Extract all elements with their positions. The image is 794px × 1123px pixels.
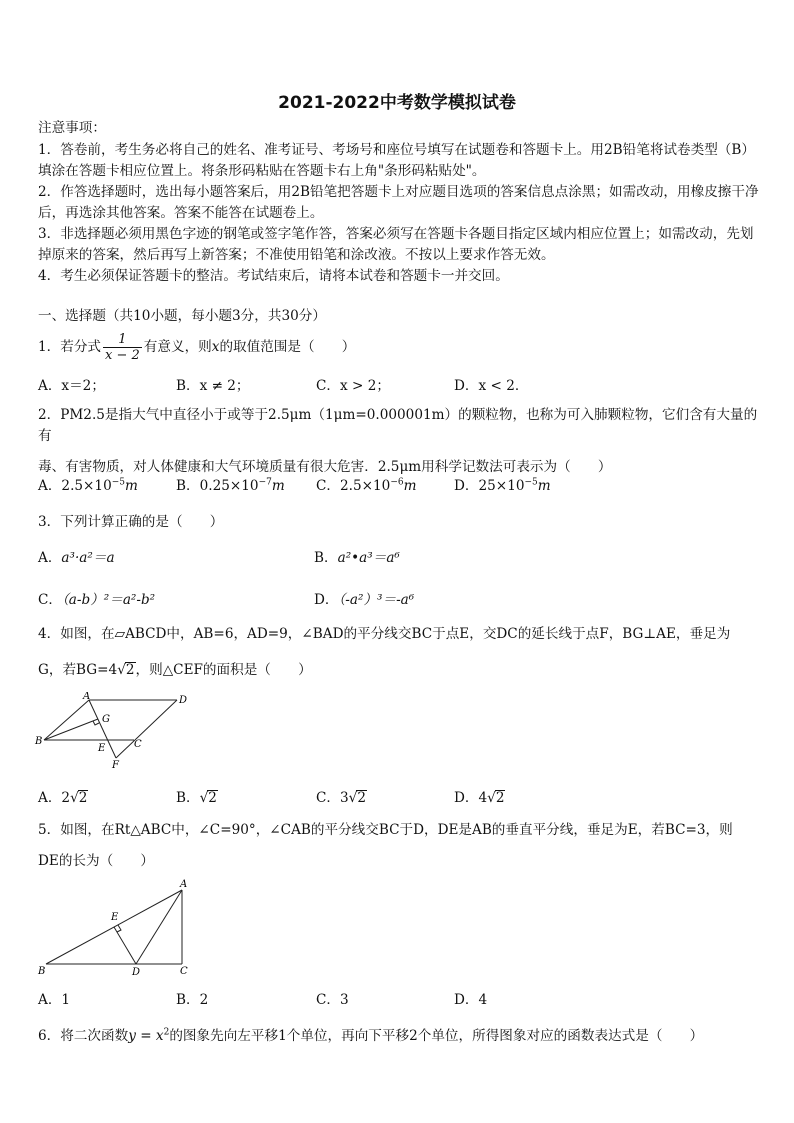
option-exponent: −7 [258,477,272,488]
segment-bg [44,719,98,740]
q5-text: DE的长为（ ） [38,853,154,869]
segment-df [116,700,177,758]
option-expression: a³·a²＝a [61,550,115,566]
q5-options [38,988,760,1008]
note-item: 3．非选择题必须用黑色字迹的钢笔或签字笔作答，答案必须写在答题卡各题目指定区域内相应位置上；如需改动，先划掉原来的答案，然后再写上新答案；不准使用铅笔和涂改液。不按以上要求作答无效。 [38,226,754,263]
question-6 [38,1024,760,1044]
option-label: D． [454,790,479,806]
point-label: D [132,967,141,978]
radical-coefficient: 2 [61,790,71,806]
option-d[interactable] [314,588,414,608]
radical-coefficient: 3 [340,790,349,806]
option-b[interactable]: B．x ≠ 2； [176,378,250,394]
option-unit: m [271,478,285,494]
point-label: C [180,966,188,977]
note-item: 2．作答选择题时，选出每小题答案后，用2B铅笔把答题卡上对应题目选项的答案信息点涂黑；如需改动，用橡皮擦干净后，再选涂其他答案。答案不能答在试题卷上。 [38,184,759,221]
option-unit: m [537,478,551,494]
option-expression: （a-b）²＝a²-b² [62,592,156,608]
q1-options [38,374,760,394]
q5-triangle-figure [34,876,204,980]
point-label: A [180,879,188,890]
option-exponent: −5 [111,477,126,488]
q4-text: G，若BG= [38,662,109,678]
option-value: 0.25×10 [199,478,259,494]
option-a[interactable]: A．1 [38,992,71,1008]
q6-text: 的图象先向左平移1个单位，再向下平移2个单位，所得图象对应的函数表达式是（ ） [169,1028,704,1044]
option-b[interactable] [314,546,400,566]
option-label: C． [316,790,340,806]
radicand: 2 [357,790,366,806]
option-exponent: −6 [390,477,404,488]
q2-text: 2．PM2.5是指大气中直径小于或等于2.5μm（1μm=0.000001m）的颗粒物，也称为可入肺颗粒物，它们含有大量的有 [38,407,758,444]
q3-options-row-2 [38,588,760,608]
segment-de [114,927,136,964]
q4-text: ，则△CEF的面积是（ ） [135,662,312,678]
option-label: C． [38,592,62,608]
right-angle-mark [93,721,99,725]
question-3: 3．下列计算正确的是（ ） [38,514,224,530]
option-label: B． [176,478,200,494]
radicand: 2 [495,790,505,806]
option-expression: a²•a³＝a⁶ [337,550,400,566]
note-item: 4．考生必须保证答题卡的整洁。考试结束后，请将本试卷和答题卡一并交回。 [38,268,509,284]
radical-coefficient: 4 [478,790,488,806]
option-label: A． [38,550,62,566]
q5-text: 5．如图，在Rt△ABC中，∠C=90°，∠CAB的平分线交BC于D，DE是AB的垂直平分线，垂足为E，若BC=3，则 [38,822,733,838]
option-label: D． [314,592,339,608]
question-2 [38,405,760,478]
q6-exponent: 2 [163,1027,170,1038]
segment-ad [136,890,182,964]
option-c[interactable]: C．3√2 [316,790,366,806]
option-c[interactable]: C．x > 2； [316,378,390,394]
option-unit: m [125,478,138,494]
fraction-denominator: x − 2 [105,348,140,363]
q2-options [38,474,760,494]
point-label: B [35,736,43,747]
question-4: 4．如图，在▱ABCD中，AB=6，AD=9，∠BAD的平分线交BC于点E，交DC的延长线于点F，BG⊥AE，垂足为 G，若BG=4√2，则△CEF的面积是（ ） [38,624,760,681]
point-label: G [102,714,110,725]
option-label: A． [38,790,62,806]
option-d[interactable]: D．4 [454,992,488,1008]
radicand: 2 [78,790,88,806]
option-expression: （-a²）³＝-a⁶ [338,592,415,608]
q1-text: 1．若分式 [38,339,102,355]
note-item: 1．答卷前，考生务必将自己的姓名、准考证号、考场号和座位号填写在试题卷和答题卡上。用2B铅笔将试卷类型（B）填涂在答题卡相应位置上。将条形码粘贴在答题卡右上角"条形码粘贴处"。 [38,142,755,179]
option-value: 2.5×10 [61,478,112,494]
q4-text: 4．如图，在▱ABCD中，AB=6，AD=9，∠BAD的平分线交BC于点E，交DC的延长线于点F，BG⊥AE，垂足为 [38,626,731,642]
option-c[interactable] [38,588,155,608]
q4-parallelogram-figure [34,692,204,772]
q1-variable: x [211,339,220,355]
option-c[interactable] [316,474,416,494]
point-label: F [112,760,119,771]
segment-ab [44,700,89,740]
point-label: B [38,966,46,977]
q2-text: 毒、有害物质，对人体健康和大气环境质量有很大危害．2.5μm用科学记数法可表示为（ ） [38,459,612,475]
section-heading: 一、选择题（共10小题，每小题3分，共30分） [38,308,326,324]
option-c[interactable]: C．3 [316,992,349,1008]
option-a[interactable]: A．2√2 [38,790,88,806]
q1-text: 的取值范围是（ ） [219,339,356,355]
right-angle-mark [117,925,121,932]
question-1 [38,327,760,367]
option-a[interactable] [38,546,115,566]
radicand: 2 [208,790,217,806]
option-d[interactable]: D．4√2 [454,790,505,806]
option-d[interactable] [454,474,551,494]
point-label: D [179,695,188,706]
q6-text: 6．将二次函数 [38,1028,129,1044]
point-label: C [134,739,142,750]
option-label: D． [454,478,479,494]
q6-expression: y = x [128,1028,164,1044]
point-label: E [111,912,119,923]
option-unit: m [403,478,417,494]
q4-options [38,786,760,806]
option-b[interactable]: B．√2 [176,790,217,806]
option-exponent: −5 [524,477,538,488]
option-label: B． [176,790,200,806]
fraction-numerator: 1 [103,332,142,348]
option-label: A． [38,478,62,494]
option-value: 25×10 [478,478,525,494]
option-label: B． [314,550,338,566]
option-d[interactable]: D．x < 2． [454,378,529,394]
option-b[interactable]: B．2 [176,992,209,1008]
notes-heading: 注意事项： [38,120,106,136]
option-b[interactable] [176,474,285,494]
option-a[interactable] [38,474,138,494]
option-label: C． [316,478,340,494]
point-label: E [98,743,106,754]
option-value: 2.5×10 [340,478,391,494]
radical-coefficient: 4 [108,662,118,678]
question-5 [38,820,760,872]
page-title: 2021-2022中考数学模拟试卷 [278,93,516,113]
option-a[interactable]: A．x＝2； [38,378,105,394]
q1-fraction [103,332,142,363]
q3-options-row-1 [38,546,760,566]
q1-text: 有意义，则 [143,339,212,355]
radicand: 2 [125,662,135,678]
point-label: A [83,692,91,702]
